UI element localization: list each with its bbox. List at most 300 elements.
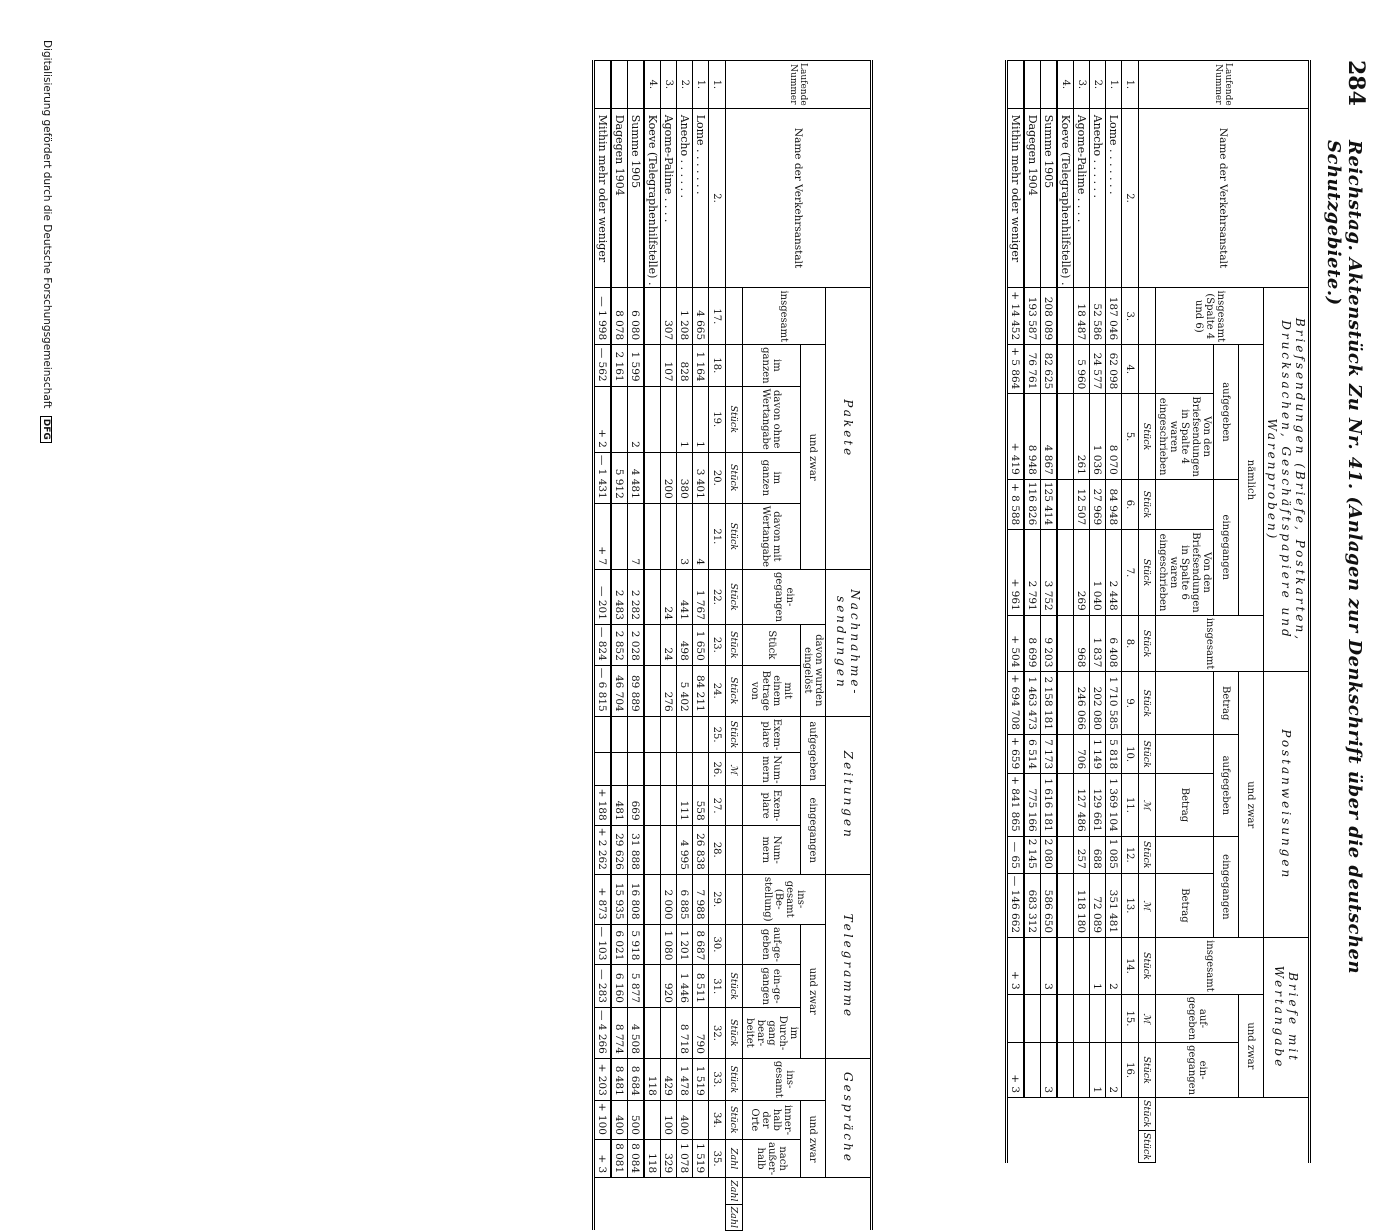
t1-cell-3-3: 18 487 [1074, 288, 1090, 345]
t1-cell-2-6: 27 969 [1090, 479, 1106, 529]
t1-mithin-cell-5: + 419 [1007, 394, 1025, 479]
t2-mithin-cell-3: — 1 998 [594, 288, 612, 345]
colnum-1: 1. [1122, 61, 1139, 109]
t1-rowname-1: Lome . . . . . . . [1106, 108, 1122, 288]
t2-sum-cell-10: 89 889 [628, 665, 645, 716]
t2-dagegen-cell-14: 29 626 [611, 825, 628, 874]
t2-cell-4-8 [644, 570, 661, 625]
page-number: 284 [1343, 60, 1369, 106]
t1-colnum-7: 7. [1122, 530, 1139, 615]
t2-data-row-1 [693, 61, 709, 1231]
group-telegramme: Telegramme [826, 874, 872, 1058]
t2-unit-10: ℳ [726, 753, 743, 786]
t2-sum-label: Summe 1905 [628, 108, 645, 288]
t2-cell-3-4: 107 [661, 345, 677, 386]
colhead-7: Von den Briefsendungen in Spalte 6 waren eingeschrieben [1156, 530, 1214, 615]
t2-cell-4-19: 118 [644, 1058, 661, 1100]
t1-cell-2-14: 1 [1090, 938, 1106, 995]
t1-dagegen-cell-8: 8 699 [1024, 615, 1041, 672]
t1-sum-cell-13: 586 650 [1041, 873, 1058, 937]
t1-cell-4-3 [1057, 288, 1074, 345]
t2-cell-1-15: 7 988 [693, 874, 709, 924]
table-parcels [592, 60, 873, 1228]
t2-cell-1-19: 1 519 [693, 1058, 709, 1100]
t1-dagegen-cell-12: 2 145 [1024, 836, 1041, 873]
t2-unit-21: Zahl [726, 1204, 743, 1230]
t1-mithin-cell-7: + 961 [1007, 530, 1025, 615]
t2-cell-1-18: 790 [693, 1007, 709, 1058]
colnum-2: 2. [1122, 108, 1139, 288]
t2-rowname-1: Lome . . . . . . . [693, 108, 709, 288]
t2-cell-4-10 [644, 665, 661, 716]
t1-mithin-cell-11: + 841 865 [1007, 774, 1025, 837]
t2-mithin-cell-11 [594, 716, 612, 753]
t1-colnum-10: 10. [1122, 734, 1139, 773]
t1-sum-cell-8: 9 203 [1041, 615, 1058, 672]
t2-colnum-14: 28. [709, 825, 726, 874]
t2-cell-4-3 [644, 288, 661, 345]
t2-colnum-11: 25. [709, 716, 726, 753]
t2-dagegen-cell-10: 46 704 [611, 665, 628, 716]
subsub-eingegangen-2: eingegangen [1214, 836, 1239, 937]
t2-colnum-13: 27. [709, 786, 726, 825]
subsub-aufgegeben-3: auf-gegeben [1156, 994, 1239, 1042]
t2-sum-cell-21: 8 084 [628, 1139, 645, 1177]
t1-cell-1-8: 6 408 [1106, 615, 1122, 672]
t1-cell-4-14 [1057, 938, 1074, 995]
t2-cell-1-8: 1 767 [693, 570, 709, 625]
t2-cell-3-17: 920 [661, 965, 677, 1008]
t2-rownum-1: 1. [693, 61, 709, 109]
sub-undzwar-wert: und zwar [1239, 994, 1264, 1097]
t1-unit-15: Stück [1139, 1098, 1156, 1131]
t2-sum-cell-15: 16 808 [628, 874, 645, 924]
t2-cell-2-3: 1 208 [677, 288, 693, 345]
t2-sum-cell-5: 2 [628, 386, 645, 452]
t2-cell-4-4 [644, 345, 661, 386]
t1-unit-12: Stück [1139, 938, 1156, 995]
t1-cell-2-13: 72 089 [1090, 873, 1106, 937]
t2-dagegen-num [611, 61, 628, 109]
t2-cell-4-5 [644, 386, 661, 452]
colhead-10 [1156, 734, 1214, 773]
t1-cell-2-4: 24 577 [1090, 345, 1106, 394]
laufende-nummer-header: Laufende Nummer [1139, 61, 1310, 109]
t1-cell-3-13: 118 180 [1074, 873, 1090, 937]
t1-colnum-4: 4. [1122, 345, 1139, 394]
t2-cell-2-20: 400 [677, 1100, 693, 1139]
page-title: Reichstag. Aktenstück Zu Nr. 41. (Anlagen zur Denkschrift über die deutschen Schutzgebiete.) [1323, 140, 1365, 975]
t1-cell-4-6 [1057, 479, 1074, 529]
group-zeitungen: Zeitungen [826, 716, 872, 874]
t2-mithin-label: Mithin mehr oder weniger [594, 108, 612, 288]
t2-cell-3-21: 329 [661, 1139, 677, 1177]
zt-ein-nummern: Num-mern [743, 825, 801, 874]
t1-sum-cell-12: 2 080 [1041, 836, 1058, 873]
t2-cell-2-9: 498 [677, 624, 693, 665]
t2-cell-3-18 [661, 1007, 677, 1058]
t2-unit-16: Stück [726, 1007, 743, 1058]
t1-mithin-cell-13: — 146 662 [1007, 873, 1025, 937]
t2-colnum-3: 17. [709, 288, 726, 345]
t2-sum-cell-14: 31 888 [628, 825, 645, 874]
colnum-2b: 2. [709, 108, 726, 288]
dfg-logo: DFG [40, 416, 52, 443]
t1-data-row-1 [1106, 61, 1122, 1163]
t2-mithin-cell-13: + 188 [594, 786, 612, 825]
t1-sum-cell-3: 208 089 [1041, 288, 1058, 345]
t2-cell-3-13 [661, 786, 677, 825]
t1-cell-2-8: 1 837 [1090, 615, 1106, 672]
t2-dagegen-cell-16: 6 021 [611, 924, 628, 965]
t2-mithin-row [594, 61, 612, 1231]
t2-cell-1-6: 3 401 [693, 452, 709, 503]
t1-mithin-cell-15 [1007, 994, 1025, 1042]
t1-cell-2-3: 52 586 [1090, 288, 1106, 345]
t2-colnum-4: 18. [709, 345, 726, 386]
t1-colnum-6: 6. [1122, 479, 1139, 529]
tg-durchgang: im Durch-gang bear-beitet [743, 1007, 801, 1058]
t1-sum-cell-10: 7 173 [1041, 734, 1058, 773]
t1-data-row-3 [1074, 61, 1090, 1163]
t1-mithin-cell-10: + 659 [1007, 734, 1025, 773]
t1-cell-4-11 [1057, 774, 1074, 837]
t1-cell-1-12: 1 085 [1106, 836, 1122, 873]
t1-unit-10: Stück [1139, 836, 1156, 873]
t2-mithin-cell-17: — 283 [594, 965, 612, 1008]
t2-colnum-18: 32. [709, 1007, 726, 1058]
subsub-eingegangen-3: ein-gegangen [1156, 1043, 1239, 1098]
t1-cell-3-9: 246 066 [1074, 672, 1090, 735]
t1-cell-3-5: 261 [1074, 394, 1090, 479]
t2-dagegen-cell-13: 481 [611, 786, 628, 825]
t1-cell-1-15 [1106, 994, 1122, 1042]
t1-dagegen-cell-3: 193 587 [1024, 288, 1041, 345]
sub-naemlich: nämlich [1239, 345, 1264, 616]
pk-auf-ganzen: im ganzen [743, 345, 801, 386]
subsub-eingegangen-1: eingegangen [1214, 479, 1239, 615]
t1-cell-4-15 [1057, 994, 1074, 1042]
subsub-aufgegeben-2: aufgegeben [1214, 734, 1239, 836]
gs-innerhalb: inner-halb der Orte [743, 1100, 801, 1139]
t2-cell-2-19: 1 478 [677, 1058, 693, 1100]
t2-cell-4-16 [644, 924, 661, 965]
t1-dagegen-cell-6: 116 826 [1024, 479, 1041, 529]
t2-unit-12 [726, 825, 743, 874]
t2-cell-1-20 [693, 1100, 709, 1139]
t1-dagegen-label: Dagegen 1904 [1024, 108, 1041, 288]
t2-dagegen-cell-12 [611, 753, 628, 786]
t2-cell-1-12 [693, 753, 709, 786]
t1-cell-3-8: 968 [1074, 615, 1090, 672]
pk-auf-ohne: davon ohne Wertangabe [743, 386, 801, 452]
t2-cell-2-7: 3 [677, 503, 693, 569]
t2-colnum-10: 24. [709, 665, 726, 716]
t1-mithin-cell-14: + 3 [1007, 938, 1025, 995]
t1-dagegen-cell-9: 1 463 473 [1024, 672, 1041, 735]
t2-cell-4-15 [644, 874, 661, 924]
t2-mithin-cell-20: + 100 [594, 1100, 612, 1139]
name-header-2: Name der Verkehrsanstalt [726, 108, 872, 288]
t2-cell-3-5 [661, 386, 677, 452]
t2-cell-4-18 [644, 1007, 661, 1058]
t2-cell-1-16: 8 687 [693, 924, 709, 965]
t1-cell-4-8 [1057, 615, 1074, 672]
t1-sum-cell-7: 3 752 [1041, 530, 1058, 615]
t1-cell-1-13: 351 481 [1106, 873, 1122, 937]
t2-unit-blank-2 [726, 345, 743, 386]
t1-dagegen-row [1024, 61, 1041, 1163]
t1-sum-cell-11: 1 616 181 [1041, 774, 1058, 837]
t1-colnum-14: 14. [1122, 938, 1139, 995]
t2-dagegen-cell-17: 6 160 [611, 965, 628, 1008]
group-pakete: Pakete [826, 288, 872, 570]
t2-sum-cell-17: 5 877 [628, 965, 645, 1008]
t1-cell-1-11: 1 369 104 [1106, 774, 1122, 837]
t2-cell-1-10: 84 211 [693, 665, 709, 716]
t1-rowname-4: Koeve (Telegraphenhilfstelle) . [1057, 108, 1074, 288]
t1-dagegen-cell-11: 775 166 [1024, 774, 1041, 837]
t2-cell-1-17: 8 511 [693, 965, 709, 1008]
t2-sum-cell-12 [628, 753, 645, 786]
group-briefsendungen: Briefsendungen (Briefe, Postkarten, Drucksachen, Geschäftspapiere und Warenproben) [1264, 288, 1310, 672]
t2-sum-cell-3: 6 080 [628, 288, 645, 345]
t2-unit-4: Stück [726, 452, 743, 503]
sub-undzwar-post: und zwar [1239, 672, 1264, 938]
t2-sum-cell-6: 4 481 [628, 452, 645, 503]
t2-cell-2-21: 1 078 [677, 1139, 693, 1177]
t1-dagegen-cell-14 [1024, 938, 1041, 995]
t1-cell-2-16: 1 [1090, 1043, 1106, 1098]
t1-mithin-cell-12: — 65 [1007, 836, 1025, 873]
t2-mithin-cell-18: — 4 266 [594, 1007, 612, 1058]
t2-rownum-4: 4. [644, 61, 661, 109]
t1-cell-3-6: 12 507 [1074, 479, 1090, 529]
t2-cell-3-11 [661, 716, 677, 753]
colhead-12 [1156, 836, 1214, 873]
t2-cell-3-15: 2 000 [661, 874, 677, 924]
t1-mithin-cell-4: + 5 864 [1007, 345, 1025, 394]
t1-cell-1-9: 1 710 585 [1106, 672, 1122, 735]
t1-unit-13: ℳ [1139, 994, 1156, 1042]
t2-cell-4-13 [644, 786, 661, 825]
t2-cell-4-9 [644, 624, 661, 665]
t1-mithin-cell-3: + 14 452 [1007, 288, 1025, 345]
t2-sum-cell-11 [628, 716, 645, 753]
gs-insgesamt: ins-gesamt [743, 1058, 826, 1100]
colhead-4 [1156, 345, 1214, 394]
t1-cell-1-10: 5 818 [1106, 734, 1122, 773]
colhead-6 [1156, 479, 1214, 529]
zt-auf-nummern: Num-mern [743, 753, 801, 786]
t2-unit-15: Stück [726, 965, 743, 1008]
t1-cell-3-16 [1074, 1043, 1090, 1098]
t1-sum-cell-6: 125 414 [1041, 479, 1058, 529]
t2-mithin-cell-5: + 2 [594, 386, 612, 452]
t1-cell-1-14: 2 [1106, 938, 1122, 995]
t1-colnum-15: 15. [1122, 994, 1139, 1042]
t2-unit-14 [726, 924, 743, 965]
t2-colnum-12: 26. [709, 753, 726, 786]
t1-cell-4-10 [1057, 734, 1074, 773]
tg-insgesamt: ins-gesamt (Be-stellung) [743, 874, 826, 924]
t2-cell-3-16: 1 080 [661, 924, 677, 965]
t2-mithin-cell-6: — 1 431 [594, 452, 612, 503]
t2-cell-4-21: 118 [644, 1139, 661, 1177]
t2-cell-3-12 [661, 753, 677, 786]
t2-cell-4-6 [644, 452, 661, 503]
t1-unit-16: Stück [1139, 1130, 1156, 1163]
t1-unit-blank-2 [1139, 345, 1156, 394]
t2-dagegen-cell-7 [611, 503, 628, 569]
t2-rownum-2: 2. [677, 61, 693, 109]
t2-unit-3: Stück [726, 386, 743, 452]
t2-rowname-4: Koeve (Telegraphenhilfstelle) . [644, 108, 661, 288]
t1-dagegen-cell-5: 8 948 [1024, 394, 1041, 479]
t2-sum-cell-7: 7 [628, 503, 645, 569]
t1-cell-3-4: 5 960 [1074, 345, 1090, 394]
t2-mithin-cell-15: + 873 [594, 874, 612, 924]
t1-cell-3-11: 127 486 [1074, 774, 1090, 837]
t1-cell-4-4 [1057, 345, 1074, 394]
sub-insgesamt-3-4-6: insgesamt (Spalte 4 und 6) [1156, 288, 1264, 345]
t1-mithin-cell-8: + 504 [1007, 615, 1025, 672]
t2-data-row-2 [677, 61, 693, 1231]
t1-cell-4-7 [1057, 530, 1074, 615]
t2-cell-3-20: 100 [661, 1100, 677, 1139]
t2-dagegen-cell-3: 8 078 [611, 288, 628, 345]
t1-cell-1-5: 8 070 [1106, 394, 1122, 479]
colhead-9 [1156, 672, 1214, 735]
t1-colnum-16: 16. [1122, 1043, 1139, 1098]
pk-ein-ganzen: im ganzen [743, 452, 801, 503]
t1-cell-2-12: 688 [1090, 836, 1106, 873]
digitization-text: Digitalisierung gefördert durch die Deutsche Forschungsgemeinschaft [41, 40, 53, 409]
t1-cell-4-9 [1057, 672, 1074, 735]
t2-unit-13 [726, 874, 743, 924]
t1-mithin-label: Mithin mehr oder weniger [1007, 108, 1025, 288]
table-letters [1005, 60, 1311, 1161]
t2-rowname-2: Anecho . . . . . . [677, 108, 693, 288]
name-header: Name der Verkehrsanstalt [1139, 108, 1310, 288]
t2-cell-3-10: 276 [661, 665, 677, 716]
t2-data-row-3 [661, 61, 677, 1231]
t1-dagegen-num [1024, 61, 1041, 109]
t1-mithin-cell-16: + 3 [1007, 1043, 1025, 1098]
t2-cell-1-9: 1 650 [693, 624, 709, 665]
t1-rowname-2: Anecho . . . . . . [1090, 108, 1106, 288]
t2-cell-1-5: 1 [693, 386, 709, 452]
colhead-13: Betrag [1156, 873, 1214, 937]
t2-cell-1-11 [693, 716, 709, 753]
t2-unit-8: Stück [726, 665, 743, 716]
t1-cell-4-5 [1057, 394, 1074, 479]
t1-unit-5: Stück [1139, 530, 1156, 615]
t1-colnum-11: 11. [1122, 774, 1139, 837]
t1-colnum-3: 3. [1122, 288, 1139, 345]
t2-colnum-21: 35. [709, 1139, 726, 1177]
t2-cell-4-14 [644, 825, 661, 874]
t2-sum-num [628, 61, 645, 109]
t1-cell-2-7: 1 040 [1090, 530, 1106, 615]
t1-dagegen-cell-7: 2 791 [1024, 530, 1041, 615]
t2-cell-2-5: 1 [677, 386, 693, 452]
digitization-note [40, 40, 53, 443]
t1-sum-cell-5: 4 867 [1041, 394, 1058, 479]
t2-colnum-8: 22. [709, 570, 726, 625]
t1-rownum-3: 3. [1074, 61, 1090, 109]
t1-data-row-4 [1057, 61, 1074, 1163]
t1-dagegen-cell-4: 76 761 [1024, 345, 1041, 394]
t2-unit-9: Stück [726, 716, 743, 753]
t2-cell-3-9: 24 [661, 624, 677, 665]
t1-dagegen-cell-13: 683 312 [1024, 873, 1041, 937]
t1-colnum-8: 8. [1122, 615, 1139, 672]
t1-sum-cell-16: 3 [1041, 1043, 1058, 1098]
t2-unit-5: Stück [726, 503, 743, 569]
t2-cell-2-17: 1 446 [677, 965, 693, 1008]
t2-cell-4-11 [644, 716, 661, 753]
colhead-5: Von den Briefsendungen in Spalte 4 waren eingeschrieben [1156, 394, 1214, 479]
t2-unit-7: Stück [726, 624, 743, 665]
sub-insgesamt-14: insgesamt [1156, 938, 1264, 995]
nn-betrag: mit einem Betrage von [743, 665, 801, 716]
t1-mithin-cell-6: + 8 588 [1007, 479, 1025, 529]
t2-unit-6: Stück [726, 570, 743, 625]
t2-cell-1-21: 1 519 [693, 1139, 709, 1177]
t2-cell-1-4: 1 164 [693, 345, 709, 386]
t1-rowname-3: Agome-Palime . . . . [1074, 108, 1090, 288]
t2-cell-3-6: 200 [661, 452, 677, 503]
t2-mithin-cell-16: — 103 [594, 924, 612, 965]
t1-cell-1-6: 84 948 [1106, 479, 1122, 529]
t1-cell-3-14 [1074, 938, 1090, 995]
t1-unit-3: Stück [1139, 394, 1156, 479]
t1-unit-7: Stück [1139, 672, 1156, 735]
t2-cell-3-14 [661, 825, 677, 874]
t2-unit-20: Zahl [726, 1178, 743, 1204]
t2-sum-cell-13: 669 [628, 786, 645, 825]
t1-cell-1-3: 187 046 [1106, 288, 1122, 345]
t1-mithin-row [1007, 61, 1025, 1163]
t2-sum-cell-8: 2 282 [628, 570, 645, 625]
t2-dagegen-row [611, 61, 628, 1231]
t2-dagegen-cell-20: 400 [611, 1100, 628, 1139]
t2-cell-2-6: 380 [677, 452, 693, 503]
t2-dagegen-cell-21: 8 081 [611, 1139, 628, 1177]
t2-sum-cell-9: 2 028 [628, 624, 645, 665]
t2-dagegen-cell-11 [611, 716, 628, 753]
t2-cell-1-14: 26 838 [693, 825, 709, 874]
t1-sum-row [1041, 61, 1058, 1163]
t2-sum-cell-20: 500 [628, 1100, 645, 1139]
subsub-aufgegeben-1: aufgegeben [1214, 345, 1239, 480]
t1-colnum-12: 12. [1122, 836, 1139, 873]
t2-cell-4-7 [644, 503, 661, 569]
t1-dagegen-cell-16 [1024, 1043, 1041, 1098]
t2-colnum-15: 29. [709, 874, 726, 924]
sub-insgesamt-8: insgesamt [1156, 615, 1264, 672]
t2-mithin-cell-7: + 7 [594, 503, 612, 569]
zt-auf-exemplare: Exem-plare [743, 716, 801, 753]
t2-cell-2-11 [677, 716, 693, 753]
t2-unit-11 [726, 786, 743, 825]
t1-cell-3-7: 269 [1074, 530, 1090, 615]
t2-sum-cell-19: 8 684 [628, 1058, 645, 1100]
t1-cell-4-16 [1057, 1043, 1074, 1098]
t2-cell-3-3: 307 [661, 288, 677, 345]
t2-cell-2-15: 6 885 [677, 874, 693, 924]
